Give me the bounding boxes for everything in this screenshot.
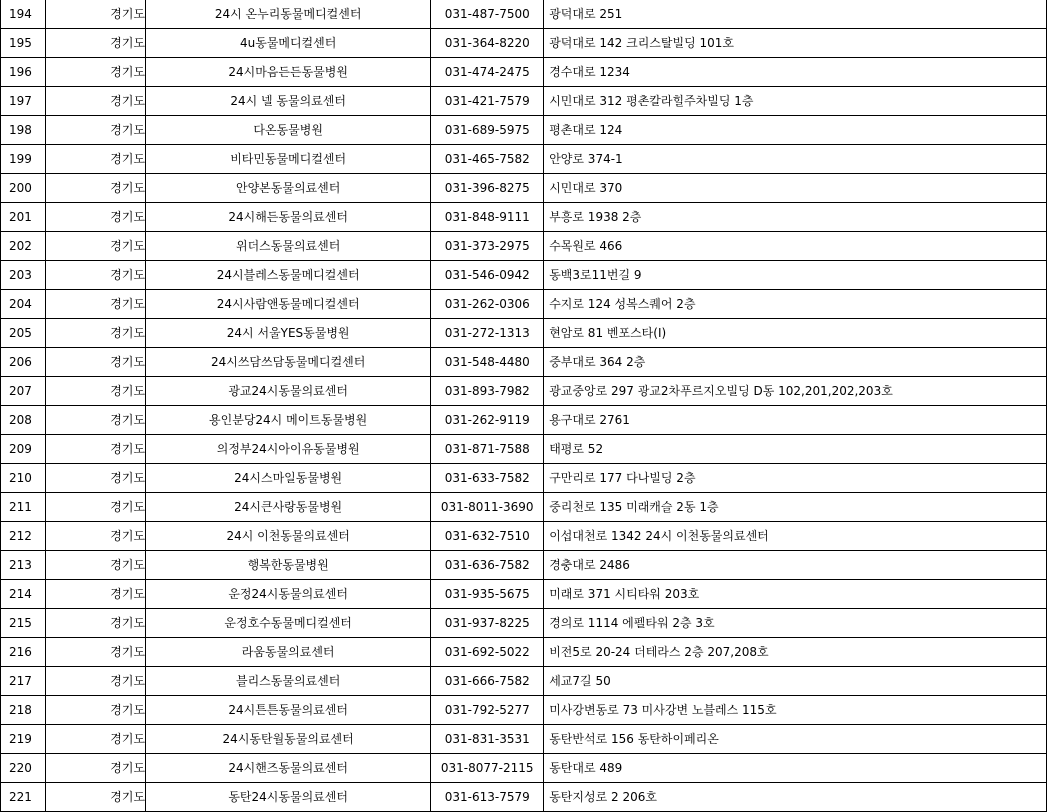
- table-row: [1, 551, 1047, 580]
- phone-cell: 031-937-8225: [431, 609, 544, 638]
- phone-cell: 031-8077-2115: [431, 754, 544, 783]
- region-cell: 경기도: [46, 551, 146, 580]
- hospital-name-cell: 운정호수동물메디컬센터: [146, 609, 431, 638]
- phone-cell: 031-831-3531: [431, 725, 544, 754]
- hospital-name-cell: 4u동물메디컬센터: [146, 29, 431, 58]
- address-cell: 세교7길 50: [544, 667, 1047, 696]
- hospital-name-cell: 24시동탄월동물의료센터: [146, 725, 431, 754]
- table-row: [1, 58, 1047, 87]
- phone-cell: 031-548-4480: [431, 348, 544, 377]
- address-cell: 시민대로 370: [544, 174, 1047, 203]
- address-cell: 현암로 81 벤포스타(I): [544, 319, 1047, 348]
- row-number: 199: [1, 145, 46, 174]
- phone-cell: 031-893-7982: [431, 377, 544, 406]
- region-cell: 경기도: [46, 174, 146, 203]
- phone-cell: 031-792-5277: [431, 696, 544, 725]
- row-number: 198: [1, 116, 46, 145]
- phone-cell: 031-465-7582: [431, 145, 544, 174]
- region-cell: 경기도: [46, 435, 146, 464]
- table-body: [1, 0, 1047, 812]
- phone-cell: 031-8011-3690: [431, 493, 544, 522]
- region-cell: 경기도: [46, 725, 146, 754]
- region-cell: 경기도: [46, 464, 146, 493]
- hospital-name-cell: 동탄24시동물의료센터: [146, 783, 431, 812]
- row-number: 212: [1, 522, 46, 551]
- phone-cell: 031-636-7582: [431, 551, 544, 580]
- address-cell: 용구대로 2761: [544, 406, 1047, 435]
- table-row: [1, 319, 1047, 348]
- table-row: [1, 638, 1047, 667]
- hospital-name-cell: 24시 이천동물의료센터: [146, 522, 431, 551]
- row-number: 220: [1, 754, 46, 783]
- row-number: 204: [1, 290, 46, 319]
- row-number: 207: [1, 377, 46, 406]
- hospital-name-cell: 24시 온누리동물메디컬센터: [146, 0, 431, 29]
- hospital-name-cell: 24시핸즈동물의료센터: [146, 754, 431, 783]
- table-row: [1, 203, 1047, 232]
- row-number: 219: [1, 725, 46, 754]
- hospital-name-cell: 라움동물의료센터: [146, 638, 431, 667]
- region-cell: 경기도: [46, 29, 146, 58]
- address-cell: 경충대로 2486: [544, 551, 1047, 580]
- region-cell: 경기도: [46, 319, 146, 348]
- phone-cell: 031-396-8275: [431, 174, 544, 203]
- hospital-name-cell: 비타민동물메디컬센터: [146, 145, 431, 174]
- table-row: [1, 754, 1047, 783]
- table-row: [1, 377, 1047, 406]
- hospital-name-cell: 용인분당24시 메이트동물병원: [146, 406, 431, 435]
- address-cell: 광교중앙로 297 광교2차푸르지오빌딩 D동 102,201,202,203호: [544, 377, 1047, 406]
- hospital-name-cell: 24시쓰담쓰담동물메디컬센터: [146, 348, 431, 377]
- address-cell: 태평로 52: [544, 435, 1047, 464]
- address-cell: 시민대로 312 평촌칼라힐주차빌딩 1층: [544, 87, 1047, 116]
- hospital-name-cell: 행복한동물병원: [146, 551, 431, 580]
- row-number: 210: [1, 464, 46, 493]
- address-cell: 안양로 374-1: [544, 145, 1047, 174]
- region-cell: 경기도: [46, 638, 146, 667]
- address-cell: 구만리로 177 다나빌딩 2층: [544, 464, 1047, 493]
- hospital-name-cell: 안양본동물의료센터: [146, 174, 431, 203]
- region-cell: 경기도: [46, 261, 146, 290]
- table-row: [1, 116, 1047, 145]
- hospital-name-cell: 24시스마일동물병원: [146, 464, 431, 493]
- row-number: 214: [1, 580, 46, 609]
- row-number: 206: [1, 348, 46, 377]
- hospital-name-cell: 24시마음든든동물병원: [146, 58, 431, 87]
- row-number: 195: [1, 29, 46, 58]
- region-cell: 경기도: [46, 667, 146, 696]
- phone-cell: 031-633-7582: [431, 464, 544, 493]
- row-number: 203: [1, 261, 46, 290]
- table-row: [1, 0, 1047, 29]
- row-number: 211: [1, 493, 46, 522]
- region-cell: 경기도: [46, 377, 146, 406]
- row-number: 201: [1, 203, 46, 232]
- address-cell: 미래로 371 시티타워 203호: [544, 580, 1047, 609]
- phone-cell: 031-487-7500: [431, 0, 544, 29]
- table-row: [1, 348, 1047, 377]
- address-cell: 평촌대로 124: [544, 116, 1047, 145]
- address-cell: 중리천로 135 미래캐슬 2동 1층: [544, 493, 1047, 522]
- row-number: 209: [1, 435, 46, 464]
- phone-cell: 031-632-7510: [431, 522, 544, 551]
- region-cell: 경기도: [46, 58, 146, 87]
- address-cell: 동탄대로 489: [544, 754, 1047, 783]
- table-row: [1, 522, 1047, 551]
- phone-cell: 031-546-0942: [431, 261, 544, 290]
- row-number: 216: [1, 638, 46, 667]
- phone-cell: 031-935-5675: [431, 580, 544, 609]
- region-cell: 경기도: [46, 232, 146, 261]
- region-cell: 경기도: [46, 145, 146, 174]
- address-cell: 경수대로 1234: [544, 58, 1047, 87]
- phone-cell: 031-474-2475: [431, 58, 544, 87]
- region-cell: 경기도: [46, 609, 146, 638]
- region-cell: 경기도: [46, 203, 146, 232]
- table-row: [1, 464, 1047, 493]
- phone-cell: 031-421-7579: [431, 87, 544, 116]
- row-number: 197: [1, 87, 46, 116]
- region-cell: 경기도: [46, 348, 146, 377]
- address-cell: 미사강변동로 73 미사강변 노블레스 115호: [544, 696, 1047, 725]
- phone-cell: 031-692-5022: [431, 638, 544, 667]
- address-cell: 광덕대로 142 크리스탈빌딩 101호: [544, 29, 1047, 58]
- hospital-name-cell: 위더스동물의료센터: [146, 232, 431, 261]
- address-cell: 수지로 124 성복스퀘어 2층: [544, 290, 1047, 319]
- row-number: 196: [1, 58, 46, 87]
- address-cell: 이섭대천로 1342 24시 이천동물의료센터: [544, 522, 1047, 551]
- address-cell: 동탄지성로 2 206호: [544, 783, 1047, 812]
- table-row: [1, 87, 1047, 116]
- phone-cell: 031-272-1313: [431, 319, 544, 348]
- table-row: [1, 667, 1047, 696]
- region-cell: 경기도: [46, 406, 146, 435]
- row-number: 202: [1, 232, 46, 261]
- hospital-name-cell: 블리스동물의료센터: [146, 667, 431, 696]
- phone-cell: 031-871-7588: [431, 435, 544, 464]
- address-cell: 비전5로 20-24 더테라스 2층 207,208호: [544, 638, 1047, 667]
- hospital-name-cell: 의정부24시아이유동물병원: [146, 435, 431, 464]
- hospital-name-cell: 24시 서울YES동물병원: [146, 319, 431, 348]
- address-cell: 동백3로11번길 9: [544, 261, 1047, 290]
- region-cell: 경기도: [46, 754, 146, 783]
- table-row: [1, 783, 1047, 812]
- table-row: [1, 232, 1047, 261]
- table-row: [1, 261, 1047, 290]
- table-row: [1, 696, 1047, 725]
- table-row: [1, 29, 1047, 58]
- hospital-name-cell: 24시 넬 동물의료센터: [146, 87, 431, 116]
- region-cell: 경기도: [46, 0, 146, 29]
- address-cell: 동탄반석로 156 동탄하이페리온: [544, 725, 1047, 754]
- hospital-name-cell: 24시해든동물의료센터: [146, 203, 431, 232]
- phone-cell: 031-666-7582: [431, 667, 544, 696]
- phone-cell: 031-262-0306: [431, 290, 544, 319]
- table-row: [1, 725, 1047, 754]
- address-cell: 부흥로 1938 2층: [544, 203, 1047, 232]
- address-cell: 광덕대로 251: [544, 0, 1047, 29]
- table-row: [1, 493, 1047, 522]
- phone-cell: 031-262-9119: [431, 406, 544, 435]
- row-number: 208: [1, 406, 46, 435]
- table-row: [1, 435, 1047, 464]
- region-cell: 경기도: [46, 580, 146, 609]
- table-row: [1, 290, 1047, 319]
- row-number: 217: [1, 667, 46, 696]
- table-row: [1, 406, 1047, 435]
- row-number: 215: [1, 609, 46, 638]
- row-number: 194: [1, 0, 46, 29]
- hospital-name-cell: 광교24시동물의료센터: [146, 377, 431, 406]
- phone-cell: 031-373-2975: [431, 232, 544, 261]
- region-cell: 경기도: [46, 522, 146, 551]
- hospital-name-cell: 24시큰사랑동물병원: [146, 493, 431, 522]
- region-cell: 경기도: [46, 290, 146, 319]
- address-cell: 수목원로 466: [544, 232, 1047, 261]
- hospital-name-cell: 다온동물병원: [146, 116, 431, 145]
- phone-cell: 031-848-9111: [431, 203, 544, 232]
- row-number: 221: [1, 783, 46, 812]
- table-row: [1, 609, 1047, 638]
- hospital-name-cell: 24시사람앤동물메디컬센터: [146, 290, 431, 319]
- row-number: 213: [1, 551, 46, 580]
- table-row: [1, 174, 1047, 203]
- address-cell: 중부대로 364 2층: [544, 348, 1047, 377]
- address-cell: 경의로 1114 에펠타워 2층 3호: [544, 609, 1047, 638]
- region-cell: 경기도: [46, 116, 146, 145]
- hospital-name-cell: 24시튼튼동물의료센터: [146, 696, 431, 725]
- table-row: [1, 580, 1047, 609]
- row-number: 205: [1, 319, 46, 348]
- table-row: [1, 145, 1047, 174]
- region-cell: 경기도: [46, 493, 146, 522]
- hospital-name-cell: 운정24시동물의료센터: [146, 580, 431, 609]
- hospital-name-cell: 24시블레스동물메디컬센터: [146, 261, 431, 290]
- phone-cell: 031-613-7579: [431, 783, 544, 812]
- row-number: 218: [1, 696, 46, 725]
- phone-cell: 031-689-5975: [431, 116, 544, 145]
- region-cell: 경기도: [46, 783, 146, 812]
- row-number: 200: [1, 174, 46, 203]
- phone-cell: 031-364-8220: [431, 29, 544, 58]
- region-cell: 경기도: [46, 696, 146, 725]
- region-cell: 경기도: [46, 87, 146, 116]
